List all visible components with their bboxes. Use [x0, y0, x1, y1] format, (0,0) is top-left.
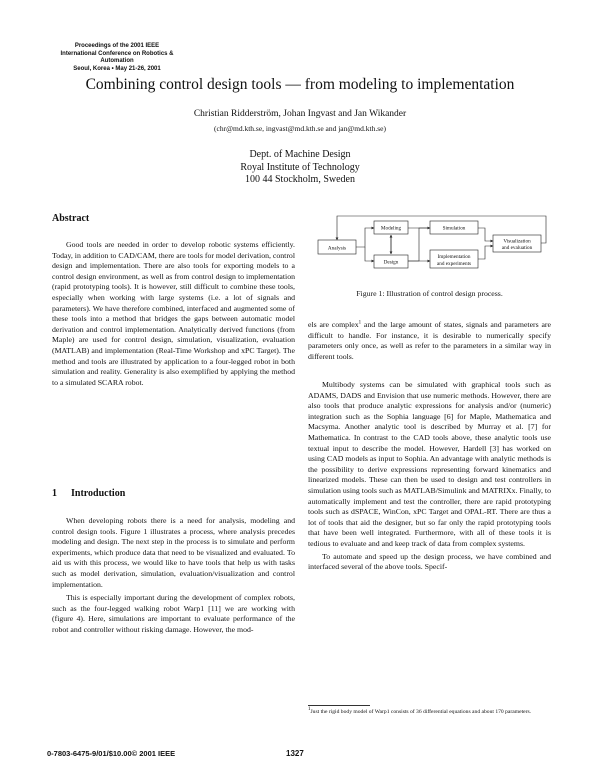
- automate-paragraph: To automate and speed up the design process, we have combined and interfaced several of the above tools. Specif-: [308, 551, 551, 572]
- implementation-label-2: and experiments: [436, 261, 472, 267]
- continuation-start: els are complex: [308, 320, 359, 329]
- multibody-paragraph: Multibody systems can be simulated with graphical tools such as ADAMS, DADS and Envision that use numeric methods. However, there are also tools that produce analytic expressions for analysis and/or (numeric) integration such as the Sophia language [6] for Maple, Mathematica and Macsyma. Another analytic tool is described by Murray et al. [7] for Mathematica. In contrast to the CAD tools above, these analytic tools use textual input to describe the model. However, Hardell [3] has worked on using CAD models as input to Sophia. An advantage with analytic methods is the possibility to derive expressions representing forward kinematics and linearized models. These can then be used to design and test controllers in simulation using tools such as MATLAB/Simulink and MATRIXx. Finally, to automatically implement and test the controller, there are rapid prototyping tools such as dSPACE, WinCon, xPC Target and OPAL-RT. There are thus a lot of tools that aid the designer, but so far only the rapid prototyping tools that have been well integrated. Furthermore, with all of these tools it is tedious to evaluate and and keep track of data from complex systems.: [308, 380, 551, 548]
- design-label: Design: [383, 259, 399, 266]
- abstract-body: [52, 240, 295, 388]
- conference-line: International Conference on Robotics & Automation: [60, 50, 174, 64]
- affiliation: [0, 149, 600, 187]
- isbn-line: 0-7803-6475-9/01/$10.00© 2001 IEEE: [47, 749, 176, 758]
- visualization-label-2: and evaluation: [501, 245, 533, 251]
- authors: Christian Ridderström, Johan Ingvast and Jan Wikander: [193, 109, 407, 119]
- footnote-text: Just the rigid body model of Warp1 consists of 36 differential equations and about 170 parameters.: [310, 709, 532, 715]
- continuation-paragraph: [308, 320, 551, 362]
- intro-paragraph-1: When developing robots there is a need for analysis, modeling and control design tools. Figure 1 illustrates a process, where analysis precedes modeling and design. The next step in the process is to simulate and perform experiments, which produce data that need to be visualized and evaluated. To aid us with this process, we would like to have tools that help us with tasks such as model derivation, simulation, evaluation/visualization and control implementation.: [52, 516, 295, 589]
- abstract-heading: Abstract: [52, 213, 90, 224]
- right-column-continuation: [308, 320, 551, 362]
- paper-title: Combining control design tools — from modeling to implementation: [85, 76, 515, 93]
- affiliation-city: 100 44 Stockholm, Sweden: [245, 174, 355, 186]
- intro-paragraph-2: This is especially important during the development of complex robots, such as the four-legged walking robot Warp1 [11] we are working with (figure 4). Here, simulations are important to evaluate performance of the robot and controller without risking damage. However, the mod-: [52, 593, 295, 634]
- continuation-end: and the large amount of states, signals and parameters are difficult to handle. For instance, it is desirable to numerically specify parameters only once, as well as refer to the parameters in a similar way in different tools.: [308, 320, 551, 361]
- section-title: Introduction: [71, 488, 126, 499]
- footnote-number: 1: [308, 707, 311, 713]
- author-emails: (chr@md.kth.se, ingvast@md.kth.se and jan@md.kth.se): [214, 124, 386, 133]
- section-number: 1: [52, 488, 57, 499]
- figure-1: [313, 213, 549, 286]
- process-diagram: [313, 213, 549, 281]
- location-line: Seoul, Korea • May 21-26, 2001: [73, 65, 161, 72]
- proceedings-header: [47, 43, 187, 73]
- implementation-label-1: Implementation: [437, 254, 471, 260]
- visualization-label-1: Visualization: [503, 238, 531, 245]
- affiliation-institute: Royal Institute of Technology: [240, 161, 360, 173]
- simulation-label: Simulation: [442, 225, 466, 232]
- page-number: 1327: [286, 749, 304, 758]
- footnote-marker: 1: [358, 320, 362, 326]
- intro-heading: [52, 488, 139, 499]
- abstract-paragraph: Good tools are needed in order to develop robotic systems efficiently. Today, in addition to CAD/CAM, there are tools for model derivation, control design and implementation. There are also tools for exporting models to a control design environment, as well as from control design to implementation (rapid prototyping tools). It is however, still difficult to combine these tools, especially when working with large systems (i.e. a lot of signals and parameters). We have therefore combined, interfaced and augmented some of these tools into a method that bridges the gaps between automatic model derivation and control implementation. Analytically derived functions (from Maple) are used for control design, simulation, visualization, evaluation (MATLAB) and implementation (Real-Time Workshop and xPC Target). The method and tools are illustrated by application to a four-legged robot in both simulation and reality. Generality is also exemplified by applying the method to a simulated SCARA robot.: [52, 240, 295, 387]
- affiliation-dept: Dept. of Machine Design: [249, 149, 351, 160]
- intro-body: [52, 516, 295, 636]
- figure-caption: Figure 1: Illustration of control design process.: [356, 289, 503, 298]
- footnote-rule: [308, 705, 370, 706]
- footnote: [308, 709, 551, 716]
- modeling-label: Modeling: [380, 225, 402, 232]
- proceedings-line: Proceedings of the 2001 IEEE: [74, 43, 160, 49]
- right-column-body: [308, 380, 551, 573]
- analysis-label: Analysis: [327, 245, 347, 252]
